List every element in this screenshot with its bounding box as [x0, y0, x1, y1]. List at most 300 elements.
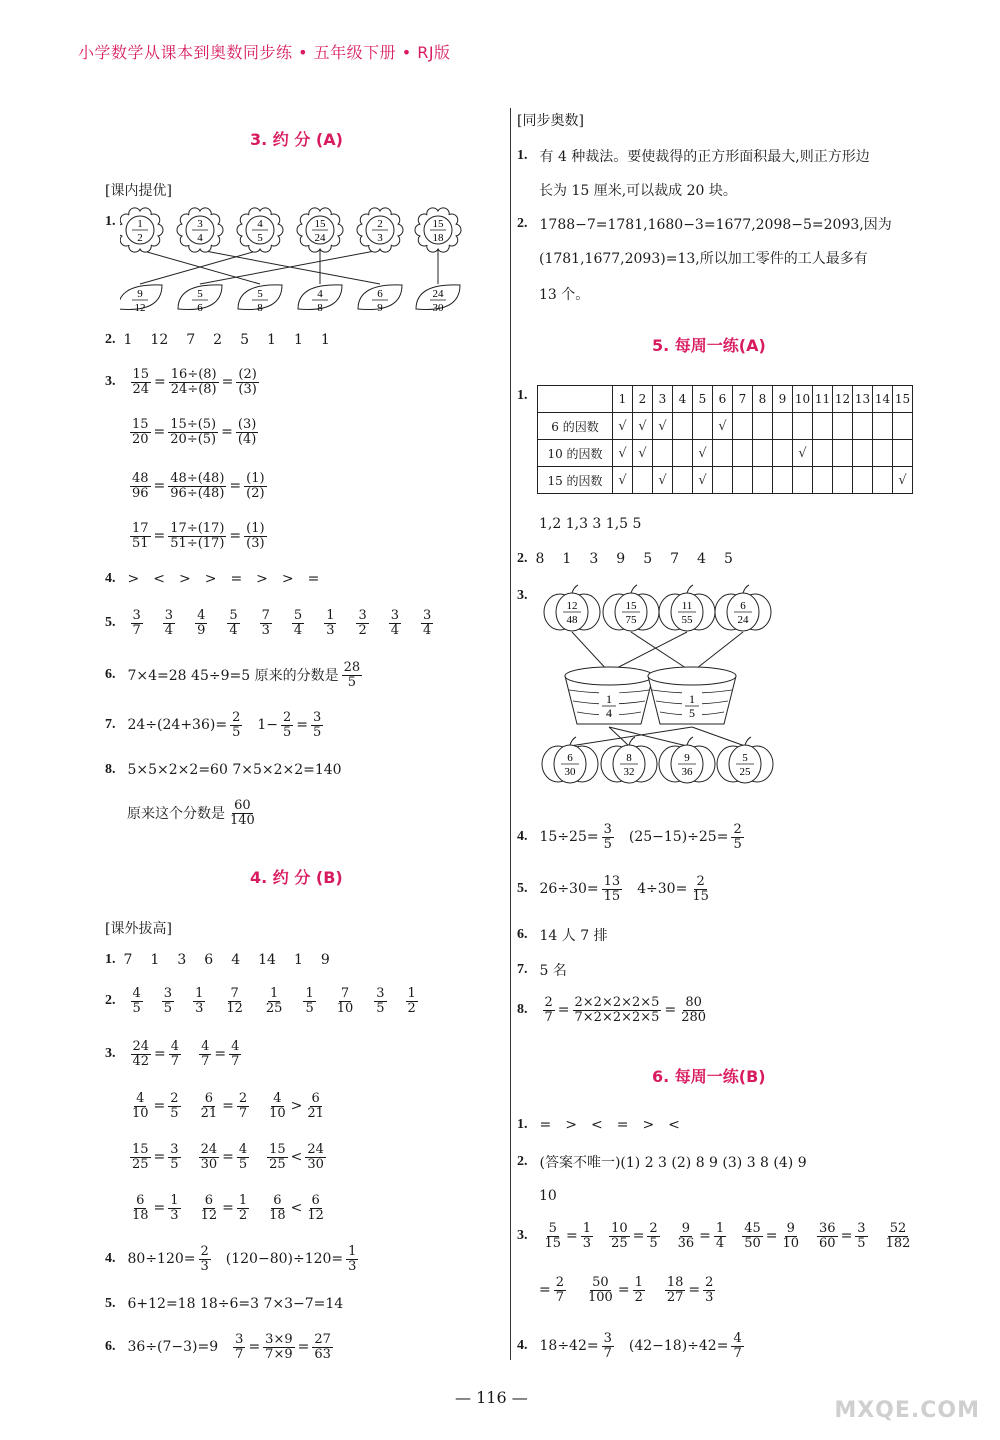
table-row: [538, 467, 913, 494]
denominator: 20: [132, 431, 149, 447]
fraction: [267, 1092, 288, 1120]
table-cell: [813, 440, 833, 467]
fraction: [199, 1194, 220, 1222]
denominator: 60: [819, 1235, 836, 1251]
answer-value: 7: [123, 952, 133, 968]
answer-symbol: <: [590, 1117, 603, 1133]
table-cell: [853, 440, 873, 467]
denominator: 3: [582, 1235, 592, 1251]
pumpkin-denominator: 75: [625, 614, 637, 626]
denominator: 18: [132, 1207, 149, 1223]
basket-numerator: 1: [606, 692, 612, 706]
b-question-6: 6. 36÷(7−3)=9 $\frac{3}{7}$ = $\frac{3\times 9}{7\times 9}$ = $\frac{27}{63}$: [105, 1333, 336, 1361]
answer-symbol: >: [642, 1117, 655, 1133]
table-cell: [753, 467, 773, 494]
answer-value: 1: [123, 332, 133, 348]
b6-frac3: [309, 1333, 336, 1361]
numerator: 5: [548, 1221, 557, 1236]
numerator: 1: [582, 1221, 592, 1236]
fraction: [244, 522, 266, 550]
numerator: 3: [603, 1331, 612, 1346]
w8-frac1: [540, 996, 558, 1024]
denominator: 5: [857, 1235, 866, 1251]
v4-frac1: [599, 1332, 617, 1360]
v-question-1: 1. = > < = > <: [517, 1117, 694, 1133]
pumpkin-numerator: 12: [566, 600, 578, 612]
table-cell: [873, 467, 893, 494]
numerator: 3: [132, 608, 141, 623]
denominator: 12: [200, 1207, 218, 1223]
denominator: 25: [611, 1235, 628, 1251]
fraction: [169, 368, 219, 396]
table-cell: [833, 413, 853, 440]
answer-symbol: =: [539, 1117, 552, 1133]
numerator: 3: [163, 986, 173, 1001]
numerator: 60: [234, 798, 251, 813]
b-question-5: 5. 6+12=18 18÷6=3 7×3−7=14: [105, 1296, 344, 1312]
table-cell: [893, 440, 913, 467]
fraction: [199, 1092, 220, 1120]
fraction: [305, 1092, 326, 1120]
fraction: [199, 1245, 211, 1273]
denominator: 51: [132, 535, 149, 551]
v4-frac2: [728, 1332, 746, 1360]
q7-frac1: [227, 711, 245, 739]
leaf-denominator: 30: [432, 302, 444, 314]
fraction: [267, 1143, 288, 1171]
denominator: 20÷(5): [170, 431, 217, 447]
flower-shape: [120, 208, 163, 252]
denominator: 24: [132, 381, 150, 397]
numerator: 10: [611, 1221, 628, 1236]
question-8-line2: [127, 799, 260, 827]
answer-symbol: <: [668, 1117, 680, 1133]
fraction: [236, 368, 258, 396]
numerator: 1: [238, 1193, 248, 1208]
v1-answers: [540, 1117, 694, 1133]
numerator: (3): [237, 417, 257, 432]
match-line: [572, 632, 609, 672]
r2-line1: 1788−7=1781,1680−3=1677,2098−5=2093,因为: [539, 217, 892, 233]
fraction: [311, 711, 323, 739]
table-header-cell: 5: [693, 386, 713, 413]
denominator: 42: [132, 1053, 150, 1069]
b4-text2: (120−80)÷120=: [225, 1251, 344, 1268]
table-cell: [673, 440, 693, 467]
denominator: 12: [226, 1000, 243, 1016]
denominator: 3: [195, 1000, 204, 1016]
answer-value: 5: [643, 551, 653, 567]
leaf-numerator: 5: [257, 288, 263, 300]
fraction: [609, 1222, 630, 1250]
denominator: 7: [238, 1105, 248, 1121]
table-header-cell: 15: [893, 386, 913, 413]
pumpkin-shape: [659, 585, 715, 631]
text: =: [221, 374, 234, 391]
b6-frac2: [260, 1333, 297, 1361]
numerator: 4: [197, 608, 206, 623]
numerator: 24: [200, 1142, 218, 1157]
denominator: 15: [544, 1235, 562, 1251]
reduction-row: [127, 472, 270, 500]
denominator: 3: [348, 1258, 357, 1274]
q6-text: 7×4=28 45÷9=5 原来的分数是: [127, 668, 339, 685]
denominator: 10: [782, 1235, 800, 1251]
fraction: [130, 472, 151, 500]
numerator: 2: [232, 710, 241, 725]
denominator: 7: [132, 622, 141, 638]
text: =: [765, 1228, 778, 1245]
answer-fraction: [356, 609, 368, 637]
pumpkin-denominator: 48: [566, 614, 578, 626]
answer-value: 9: [616, 551, 626, 567]
fraction: [573, 996, 662, 1024]
numerator: 17÷(17): [170, 521, 225, 536]
answer-fraction: [374, 987, 386, 1015]
numerator: (1): [246, 521, 265, 536]
numerator: 2: [733, 822, 742, 837]
table-cell: [733, 440, 753, 467]
fraction: [305, 1143, 326, 1171]
answer-value: 14: [258, 952, 276, 968]
numerator: 3: [235, 1332, 244, 1347]
q8-text2: 原来这个分数是: [127, 806, 225, 823]
numerator: 17: [132, 521, 149, 536]
r2-line3: 13 个。: [539, 287, 590, 303]
numerator: 3: [358, 608, 367, 623]
v3-row2: [539, 1276, 732, 1304]
numerator: 48÷(48): [170, 471, 225, 486]
fraction: [742, 1222, 763, 1250]
leaf-numerator: 4: [317, 288, 323, 300]
answer-value: 12: [150, 332, 169, 348]
denominator: 4: [715, 1235, 725, 1251]
reduction-row: [105, 368, 262, 396]
pumpkin-shape: [542, 737, 598, 783]
b-question-2: 2. $\frac{4}{5}$ $\frac{3}{5}$ $\frac{1}{3}$ $\frac{7}{12}$ $\frac{1}{25}$ $\frac{1}{5}$ $\frac{7}{10}$ $\frac{3}{5}$ $\frac{1}{2}$: [105, 987, 434, 1015]
denominator: 15: [603, 888, 621, 904]
question-4: 4. > < > > = > > =: [105, 571, 333, 587]
answer-value: 7: [670, 551, 680, 567]
fraction: [237, 1194, 249, 1222]
table-cell: [873, 413, 893, 440]
answer-symbol: >: [204, 571, 217, 587]
denominator: 3: [170, 1207, 179, 1223]
row-label: 6 的因数: [538, 413, 613, 440]
operator: =: [153, 1200, 166, 1217]
fraction: [703, 1276, 715, 1304]
answer-fraction: [260, 609, 272, 637]
leaf-numerator: 24: [432, 288, 444, 300]
leaf-denominator: 9: [377, 302, 383, 314]
denominator: 2: [634, 1289, 643, 1305]
v4-text1: 18÷42=: [539, 1338, 599, 1355]
answer-value: 4: [697, 551, 706, 567]
table-header-cell: 11: [813, 386, 833, 413]
leaf-shape: [358, 285, 402, 314]
match-line: [631, 632, 692, 672]
answer-value: 4: [231, 952, 241, 968]
text: =: [153, 424, 166, 441]
table-cell: √: [893, 467, 913, 494]
fraction: [168, 472, 226, 500]
table-cell: [773, 467, 793, 494]
answer-value: 8: [535, 551, 545, 567]
numerator: 2: [282, 710, 292, 725]
table-cell: [813, 413, 833, 440]
denominator: 140: [230, 812, 255, 828]
denominator: 5: [132, 1000, 141, 1016]
tag-kewai: [课外拔高]: [105, 921, 172, 937]
table-row: [538, 440, 913, 467]
table-header-cell: 10: [793, 386, 813, 413]
numerator: 52: [889, 1221, 907, 1236]
table-cell: [793, 413, 813, 440]
v2-line1: (答案不唯一)(1) 2 3 (2) 8 9 (3) 3 8 (4) 9: [539, 1155, 807, 1171]
match-line: [609, 632, 687, 672]
table-cell: [713, 467, 733, 494]
basket-numerator: 1: [689, 692, 695, 706]
denominator: 5: [733, 836, 742, 852]
numerator: (2): [238, 367, 257, 382]
numerator: 4: [132, 986, 141, 1001]
flower-numerator: 15: [314, 218, 326, 230]
w-question-4: 4. 15÷25= $\frac{3}{5}$ (25−15)÷25= $\frac{2}{5}$: [517, 823, 747, 851]
operator: =: [214, 1046, 227, 1063]
numerator: 4: [238, 1142, 248, 1157]
denominator: 5: [313, 724, 322, 740]
numerator: 9: [786, 1221, 795, 1236]
b4-frac2: [343, 1245, 361, 1273]
table-header-cell: 7: [733, 386, 753, 413]
fraction: [312, 1333, 333, 1361]
flower-denominator: 2: [137, 232, 143, 244]
table-row: [538, 413, 913, 440]
question-7: 7. 24÷(24+36)= $\frac{2}{5}$ 1− $\frac{2}{5}$ = $\frac{3}{5}$: [105, 711, 326, 739]
question-1: 1.: [105, 214, 116, 229]
numerator: 3×9: [265, 1332, 293, 1347]
b-question-4: 4. 80÷120= $\frac{2}{3}$ (120−80)÷120= $\frac{1}{3}$: [105, 1245, 361, 1273]
table-cell: √: [613, 440, 633, 467]
answer-value: 6: [204, 952, 214, 968]
table-cell: [633, 467, 653, 494]
denominator: 182: [885, 1235, 911, 1251]
denominator: 3: [326, 622, 335, 638]
comparison-row: [105, 1040, 244, 1068]
v2-line2: 10: [539, 1188, 557, 1204]
numerator: 4: [136, 1091, 145, 1106]
pumpkin-shape: [717, 737, 773, 783]
answer-fraction: [406, 987, 418, 1015]
w4-text1: 15÷25=: [539, 829, 599, 846]
numerator: 15÷(5): [170, 417, 217, 432]
answer-fraction: [324, 609, 336, 637]
comparison-row: [127, 1092, 329, 1120]
denominator: 9: [197, 622, 206, 638]
flower-leaf-matching: [120, 206, 470, 318]
comparison-row: [127, 1194, 329, 1222]
pumpkin-denominator: 32: [623, 766, 635, 778]
denominator: 7: [544, 1009, 553, 1025]
numerator: 3: [164, 608, 174, 623]
answer-symbol: >: [565, 1117, 577, 1133]
numerator: 2: [200, 1244, 209, 1259]
numerator: 5: [293, 608, 303, 623]
table-cell: √: [613, 413, 633, 440]
denominator: 7×2×2×2×5: [574, 1009, 660, 1025]
v4-text2: (42−18)÷42=: [628, 1338, 729, 1355]
numerator: 27: [314, 1332, 331, 1347]
numerator: 2×2×2×2×5: [574, 995, 660, 1010]
operator: =: [153, 1098, 166, 1115]
v-question-3: 3. $\frac{5}{15}$ = $\frac{1}{3}$ $\frac{10}{25}$ = $\frac{2}{5}$ $\frac{9}{36}$ = $\frac{1}{4}$ $\frac{45}{50}$ = $\frac{9}{10}$ $\frac{36}{60}$ = $\frac{3}{5}$ $\frac{52}{182}$: [517, 1222, 915, 1250]
question-number: 3.: [105, 374, 116, 390]
table-cell: [773, 440, 793, 467]
pumpkin-shape: [659, 737, 715, 783]
numerator: 1: [326, 608, 335, 623]
numerator: 15: [132, 1142, 149, 1157]
question-number: 3.: [105, 1046, 116, 1062]
table-header-cell: 3: [653, 386, 673, 413]
flower-denominator: 3: [377, 232, 383, 244]
pumpkin-basket-matching: [537, 584, 787, 789]
text: =: [154, 374, 166, 391]
denominator: 280: [681, 1009, 707, 1025]
answer-value: 1: [293, 952, 303, 968]
match-line: [692, 632, 743, 672]
numerator: 28: [343, 660, 361, 675]
table-header-cell: 1: [613, 386, 633, 413]
leaf-denominator: 12: [134, 302, 146, 314]
answer-fraction: [389, 609, 401, 637]
fraction: [780, 1222, 801, 1250]
pumpkin-denominator: 25: [739, 766, 751, 778]
table-header-cell: 13: [853, 386, 873, 413]
denominator: (4): [237, 431, 257, 447]
denominator: 96÷(48): [170, 485, 225, 501]
pumpkin-numerator: 6: [740, 600, 746, 612]
answer-symbol: =: [307, 571, 320, 587]
denominator: 4: [229, 622, 238, 638]
numerator: 2: [555, 1275, 565, 1290]
fraction: [131, 1040, 152, 1068]
operator: <: [290, 1200, 303, 1217]
basket-shape: [565, 667, 653, 724]
w5-frac1: [599, 875, 626, 903]
question-2: 2. 1 12 7 2 5 1 1 1: [105, 332, 366, 348]
fraction: [586, 1276, 615, 1304]
leaf-denominator: 8: [317, 302, 323, 314]
denominator: 2: [358, 622, 367, 638]
table-header-cell: 14: [873, 386, 893, 413]
basket-denominator: 5: [689, 706, 695, 720]
numerator: 3: [170, 1142, 179, 1157]
b6-frac1: [230, 1333, 248, 1361]
answer-fraction: [162, 987, 174, 1015]
v3-row2-content: [539, 1276, 732, 1304]
text: =: [229, 478, 242, 495]
numerator: 1: [170, 1193, 179, 1208]
denominator: 4: [390, 622, 400, 638]
r-question-1: 1. 有 4 种裁法。要使裁得的正方形面积最大,则正方形边: [517, 148, 870, 165]
denominator: 25: [269, 1156, 286, 1172]
denominator: 4: [293, 622, 303, 638]
denominator: 30: [200, 1156, 218, 1172]
fraction: [130, 1194, 151, 1222]
watermark: MXQE.COM: [834, 1398, 980, 1423]
table-cell: [653, 440, 673, 467]
denominator: (3): [238, 381, 257, 397]
answer-fraction: [193, 987, 205, 1015]
numerator: 5: [229, 608, 238, 623]
denominator: 7: [555, 1289, 565, 1305]
denominator: 50: [744, 1235, 761, 1251]
numerator: 3: [603, 822, 612, 837]
operator: =: [153, 1149, 166, 1166]
denominator: 5: [238, 1156, 248, 1172]
fraction: [714, 1222, 726, 1250]
denominator: 3: [705, 1289, 714, 1305]
denominator: 5: [170, 1105, 179, 1121]
numerator: 45: [744, 1221, 761, 1236]
operator: =: [222, 1200, 234, 1217]
table-cell: [673, 467, 693, 494]
denominator: 7: [170, 1053, 180, 1069]
text: =: [153, 478, 166, 495]
denominator: 15: [692, 888, 709, 904]
table-cell: √: [653, 413, 673, 440]
denominator: 5: [305, 1000, 314, 1016]
question-8: 8. 5×5×2×2=60 7×5×2×2=140: [105, 762, 342, 778]
w5-text1: 26÷30=: [539, 881, 599, 898]
row-label: 15 的因数: [538, 467, 613, 494]
denominator: 5: [376, 1000, 385, 1016]
table-cell: [893, 413, 913, 440]
v3-row1: [540, 1222, 916, 1250]
q4-answers: [128, 571, 334, 587]
pumpkin-shape: [544, 585, 600, 631]
answer-value: 5: [240, 332, 250, 348]
leaf-shape: [416, 285, 460, 314]
numerator: 7: [340, 986, 350, 1001]
answer-symbol: >: [256, 571, 268, 587]
leaf-numerator: 5: [197, 288, 203, 300]
b4-frac1: [196, 1245, 214, 1273]
numerator: 9: [681, 1221, 691, 1236]
w6-text: 14 人 7 排: [539, 928, 608, 944]
denominator: 7: [231, 1053, 240, 1069]
table-header-cell: 4: [673, 386, 693, 413]
w1-answers: 1,2 1,3 3 1,5 5: [539, 516, 642, 532]
table-header-cell: 6: [713, 386, 733, 413]
pumpkin-numerator: 11: [681, 600, 693, 612]
numerator: 1: [195, 986, 204, 1001]
operator: =: [154, 1046, 166, 1063]
table-cell: [773, 413, 793, 440]
pumpkin-shape: [715, 585, 771, 631]
table-cell: [693, 413, 713, 440]
numerator: 1: [348, 1244, 357, 1259]
w-question-6: 6. 14 人 7 排: [517, 927, 608, 944]
comparison-row: [127, 1143, 329, 1171]
fraction: [602, 1332, 614, 1360]
numerator: 4: [273, 1091, 282, 1106]
fraction: [281, 711, 293, 739]
q6-fraction: [339, 661, 366, 689]
fraction: [305, 1194, 326, 1222]
answer-value: 3: [589, 551, 599, 567]
w-question-1: 1.: [517, 388, 528, 403]
